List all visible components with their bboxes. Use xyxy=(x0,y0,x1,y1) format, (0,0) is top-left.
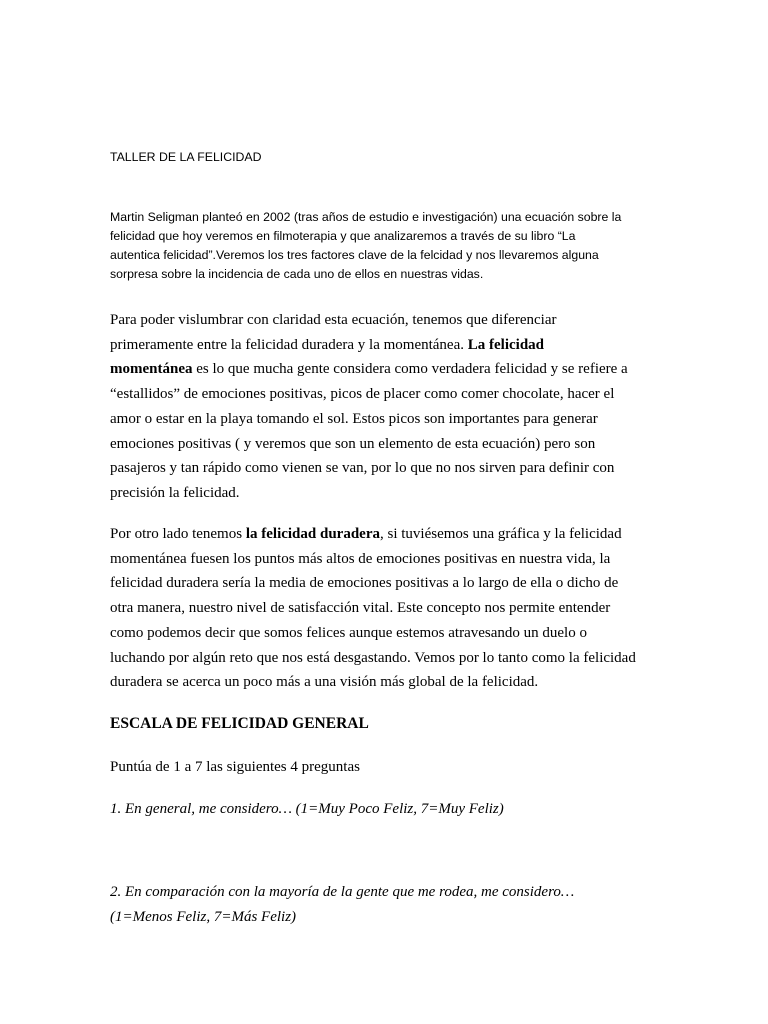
paragraph-line: como podemos decir que somos felices aunque estemos atravesando un duelo o xyxy=(110,624,587,641)
paragraph-momentary-happiness xyxy=(110,308,670,506)
intro-line: autentica felicidad”.Veremos los tres factores clave de la felcidad y nos llevaremos alguna xyxy=(110,248,599,262)
question-line: 2. En comparación con la mayoría de la gente que me rodea, me considero… xyxy=(110,884,575,900)
bold-term: la felicidad duradera xyxy=(245,526,380,542)
paragraph-line: “estallidos” de emociones positivas, picos de placer como comer chocolate, hacer el xyxy=(110,386,615,403)
paragraph-line: amor o estar en la playa tomando el sol. Estos picos son importantes para generar xyxy=(110,410,598,427)
paragraph-line xyxy=(110,522,670,547)
paragraph-line: precisión la felicidad. xyxy=(110,484,240,501)
paragraph-line: luchando por algún reto que nos está desgastando. Vemos por lo tanto como la felicidad xyxy=(110,649,636,666)
paragraph-text: es lo que mucha gente considera como verdadera felicidad y se refiere a xyxy=(192,361,628,378)
document-title: TALLER DE LA FELICIDAD xyxy=(110,150,262,164)
scale-heading: ESCALA DE FELICIDAD GENERAL xyxy=(110,715,369,732)
paragraph-text: , si tuviésemos una gráfica y la felicidad xyxy=(380,526,622,542)
bold-term: La felicidad xyxy=(467,336,545,353)
paragraph-line: pasajeros y tan rápido como vienen se van, por lo que no nos sirven para definir con xyxy=(110,460,615,477)
intro-line: felicidad que hoy veremos en filmoterapia y que analizaremos a través de su libro “La xyxy=(110,229,576,243)
paragraph-line: Para poder vislumbrar con claridad esta ecuación, tenemos que diferenciar xyxy=(110,312,557,328)
bold-term: momentánea xyxy=(110,361,193,378)
scale-instructions: Puntúa de 1 a 7 las siguientes 4 preguntas xyxy=(110,759,360,775)
paragraph-line: otra manera, nuestro nivel de satisfacción vital. Este concepto nos permite entender xyxy=(110,600,611,617)
question-1: 1. En general, me considero… (1=Muy Poco Feliz, 7=Muy Feliz) xyxy=(110,801,504,817)
intro-line: Martin Seligman planteó en 2002 (tras años de estudio e investigación) una ecuación sobre la xyxy=(110,210,622,224)
question-line: (1=Menos Feliz, 7=Más Feliz) xyxy=(110,909,297,925)
paragraph-lasting-happiness xyxy=(110,522,670,695)
paragraph-text: Por otro lado tenemos xyxy=(110,526,246,542)
intro-paragraph xyxy=(110,208,670,284)
paragraph-line: felicidad duradera sería la media de emociones positivas a lo largo de ella o dicho de xyxy=(110,575,619,592)
paragraph-line xyxy=(110,357,670,382)
paragraph-line xyxy=(110,333,670,358)
paragraph-line: momentánea fuesen los puntos más altos de emociones positivas en nuestra vida, la xyxy=(110,550,611,567)
paragraph-line: emociones positivas ( y veremos que son un elemento de esta ecuación) pero son xyxy=(110,435,596,452)
intro-line: sorpresa sobre la incidencia de cada uno de ellos en nuestras vidas. xyxy=(110,267,484,281)
paragraph-text: primeramente entre la felicidad duradera y la momentánea. xyxy=(110,336,468,353)
paragraph-line: duradera se acerca un poco más a una visión más global de la felicidad. xyxy=(110,674,539,691)
question-2 xyxy=(110,880,670,930)
